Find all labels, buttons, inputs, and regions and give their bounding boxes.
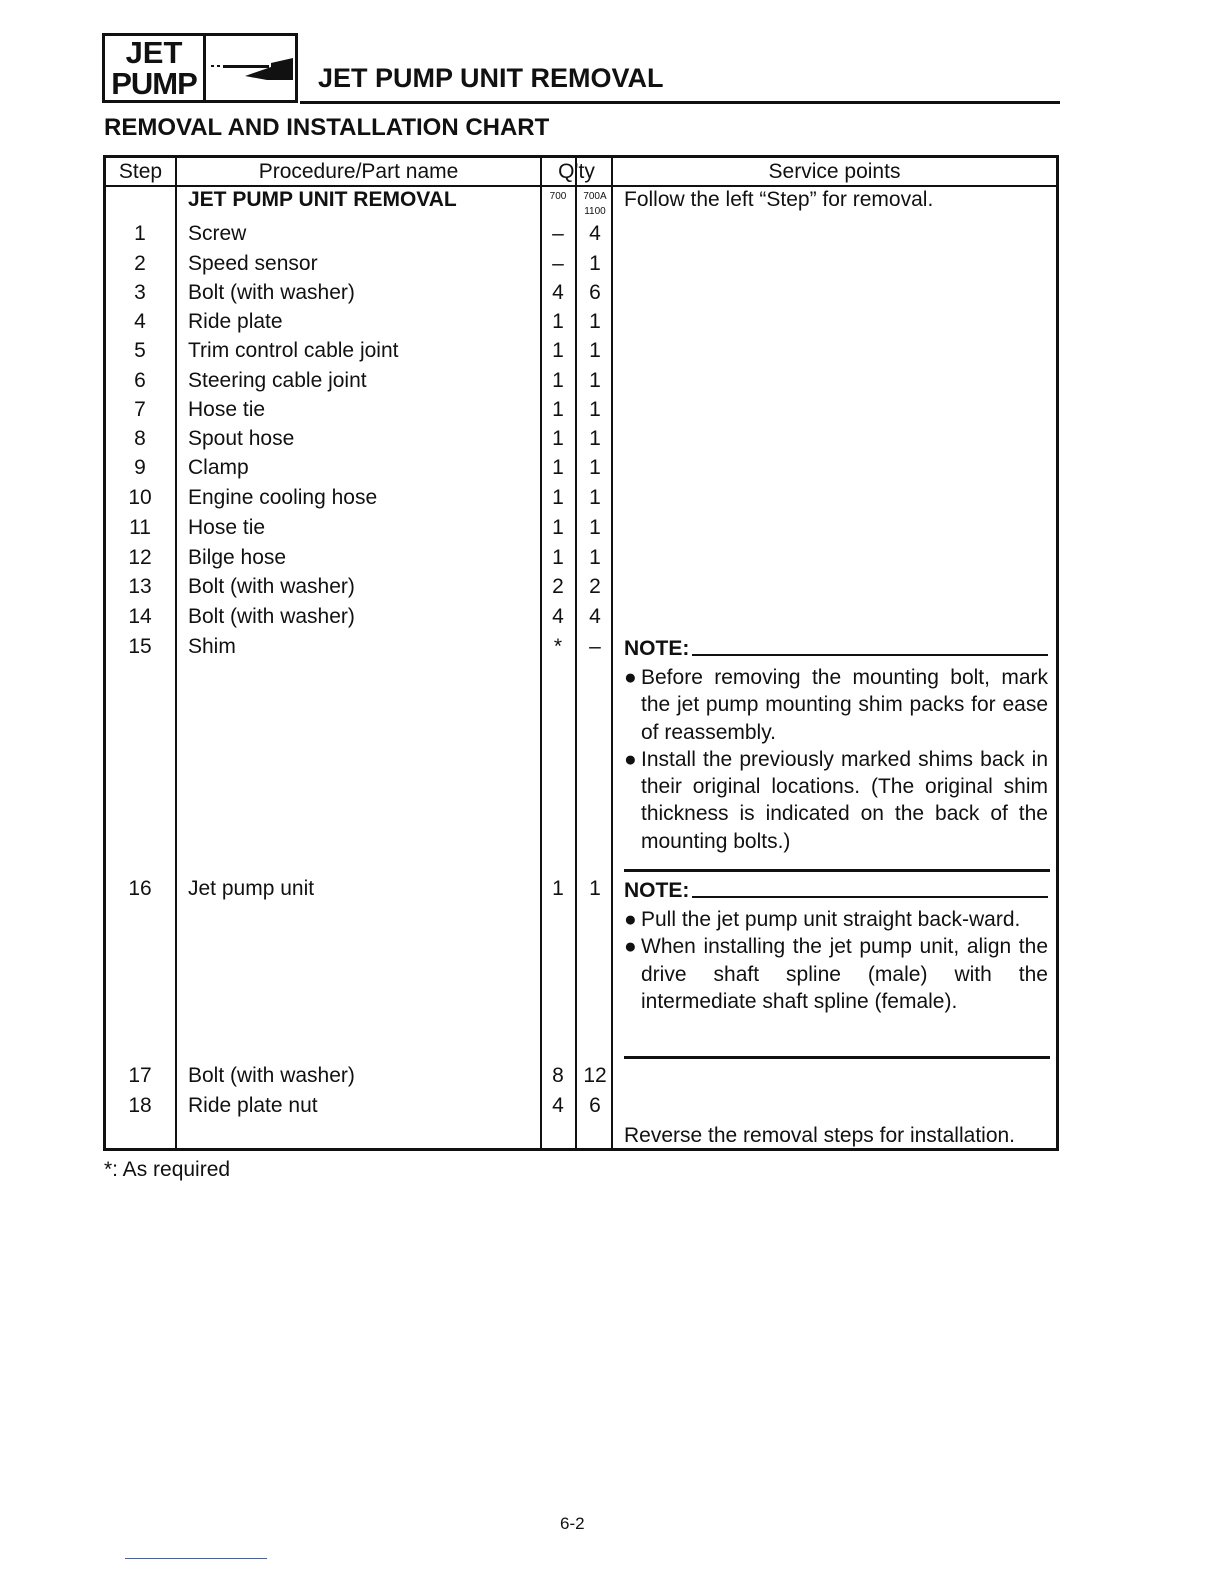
bullet-icon: ● [624,747,637,771]
qty-700a-1100: 12 [583,1064,607,1087]
section-badge [102,33,298,103]
page-title: JET PUMP UNIT REMOVAL [318,63,664,93]
badge-label [105,36,206,100]
note-shim-body [624,664,1048,855]
step-number: 5 [134,339,146,362]
qty-700: 4 [552,281,564,304]
step-number: 16 [128,877,152,900]
qty-700: 4 [552,605,564,628]
chart-title: REMOVAL AND INSTALLATION CHART [104,114,550,141]
step-number: 6 [134,369,146,392]
note-label: NOTE: [624,879,690,902]
qty-700a-1100: 1 [589,398,601,421]
step-number: 2 [134,252,146,275]
qty-700: – [552,222,564,245]
badge-line-jet: JET [125,35,183,70]
qty-700: 1 [552,310,564,333]
qty-700a-1100: 1 [589,339,601,362]
note-text: Pull the jet pump unit straight back-ward. [641,908,1021,931]
part-name: Screw [188,222,247,245]
note-end-rule [624,1056,1050,1059]
qty-700a-1100: 1 [589,516,601,539]
step-number: 7 [134,398,146,421]
qty-model-1100: 1100 [584,206,606,217]
note-bullet [624,664,1048,746]
qty-700a-1100: 1 [589,252,601,275]
bullet-icon: ● [624,908,637,931]
qty-700a-1100: 1 [589,427,601,450]
qty-700: 1 [552,427,564,450]
col-header-qty: Q'ty [558,160,595,183]
col-divider [175,158,177,1148]
note-rule [692,896,1048,898]
note-text: Install the previously marked shims back in their original locations. (The original shim thickness is indicated on the back of the mounting bolts.) [641,747,1048,853]
page-number: 6-2 [560,1514,585,1533]
qty-700a-1100: 6 [589,1094,601,1117]
qty-700: 1 [552,339,564,362]
installation-note: Reverse the removal steps for installation. [624,1124,1016,1147]
qty-700a-1100: 6 [589,281,601,304]
part-name: Hose tie [188,398,266,421]
qty-700a-1100: 2 [589,575,601,598]
part-name: Steering cable joint [188,369,367,392]
col-header-service-points: Service points [768,160,901,183]
col-header-procedure: Procedure/Part name [258,160,459,183]
qty-700: 1 [552,486,564,509]
qty-700: 4 [552,1094,564,1117]
note-rule [692,654,1048,656]
footnote: *: As required [104,1158,231,1181]
note-pump-body [624,906,1048,1015]
step-number: 13 [128,575,152,598]
note-label: NOTE: [624,637,690,660]
bullet-icon: ● [624,666,637,689]
qty-700a-1100: 1 [589,369,601,392]
step-number: 8 [134,427,146,450]
step-number: 11 [129,516,151,539]
section-title: JET PUMP UNIT REMOVAL [188,188,457,211]
note-text: When installing the jet pump unit, align the drive shaft spline (male) with the intermediate shaft spline (female). [641,935,1048,1013]
note-end-rule [624,869,1050,872]
qty-700: 1 [552,369,564,392]
removal-installation-table [103,155,1059,1151]
bullet-icon: ● [624,935,637,959]
qty-700a-1100: 1 [589,456,601,479]
qty-model-700a: 700A [583,191,607,202]
part-name: Clamp [188,456,249,479]
qty-700: – [552,252,564,275]
qty-700: 1 [552,456,564,479]
step-number: 9 [134,456,146,479]
part-name: Engine cooling hose [188,486,378,509]
qty-model-700: 700 [549,191,567,202]
qty-700a-1100: – [589,635,601,658]
step-number: 4 [134,310,146,333]
step-number: 17 [128,1064,152,1087]
qty-700a-1100: 1 [589,546,601,569]
title-rule [300,101,1060,104]
note-text: Before removing the mounting bolt, mark the jet pump mounting shim packs for ease of reassembly. [641,666,1048,744]
part-name: Bilge hose [188,546,287,569]
step-number: 3 [134,281,146,304]
part-name: Hose tie [188,516,266,539]
part-name: Ride plate [188,310,283,333]
step-number: 1 [134,222,146,245]
note-bullet [624,933,1048,1015]
qty-700a-1100: 4 [589,605,601,628]
qty-700: 2 [552,575,564,598]
part-name: Bolt (with washer) [188,1064,355,1087]
part-name: Shim [188,635,236,658]
note-bullet [624,746,1048,855]
part-name: Bolt (with washer) [188,281,355,304]
part-name: Bolt (with washer) [188,575,355,598]
qty-700: 1 [552,516,564,539]
jet-pump-icon [209,50,295,88]
step-number: 10 [128,486,152,509]
part-name: Spout hose [188,427,295,450]
col-header-step: Step [118,160,163,183]
part-name: Trim control cable joint [188,339,399,362]
qty-700a-1100: 1 [589,486,601,509]
qty-700a-1100: 1 [589,310,601,333]
link-underline [125,1558,267,1559]
part-name: Speed sensor [188,252,318,275]
col-divider [575,158,577,1148]
note-bullet [624,906,1048,933]
qty-700: 1 [552,877,564,900]
step-number: 12 [128,546,152,569]
part-name: Jet pump unit [188,877,315,900]
section-instruction: Follow the left “Step” for removal. [624,188,934,211]
part-name: Bolt (with washer) [188,605,355,628]
qty-700: 8 [552,1064,564,1087]
qty-700: * [553,635,563,658]
badge-line-pump: PUMP [111,66,197,101]
qty-700: 1 [552,398,564,421]
qty-700a-1100: 1 [589,877,601,900]
step-number: 14 [128,605,152,628]
step-number: 15 [128,635,152,658]
part-name: Ride plate nut [188,1094,318,1117]
qty-700: 1 [552,546,564,569]
step-number: 18 [128,1094,152,1117]
qty-700a-1100: 4 [589,222,601,245]
